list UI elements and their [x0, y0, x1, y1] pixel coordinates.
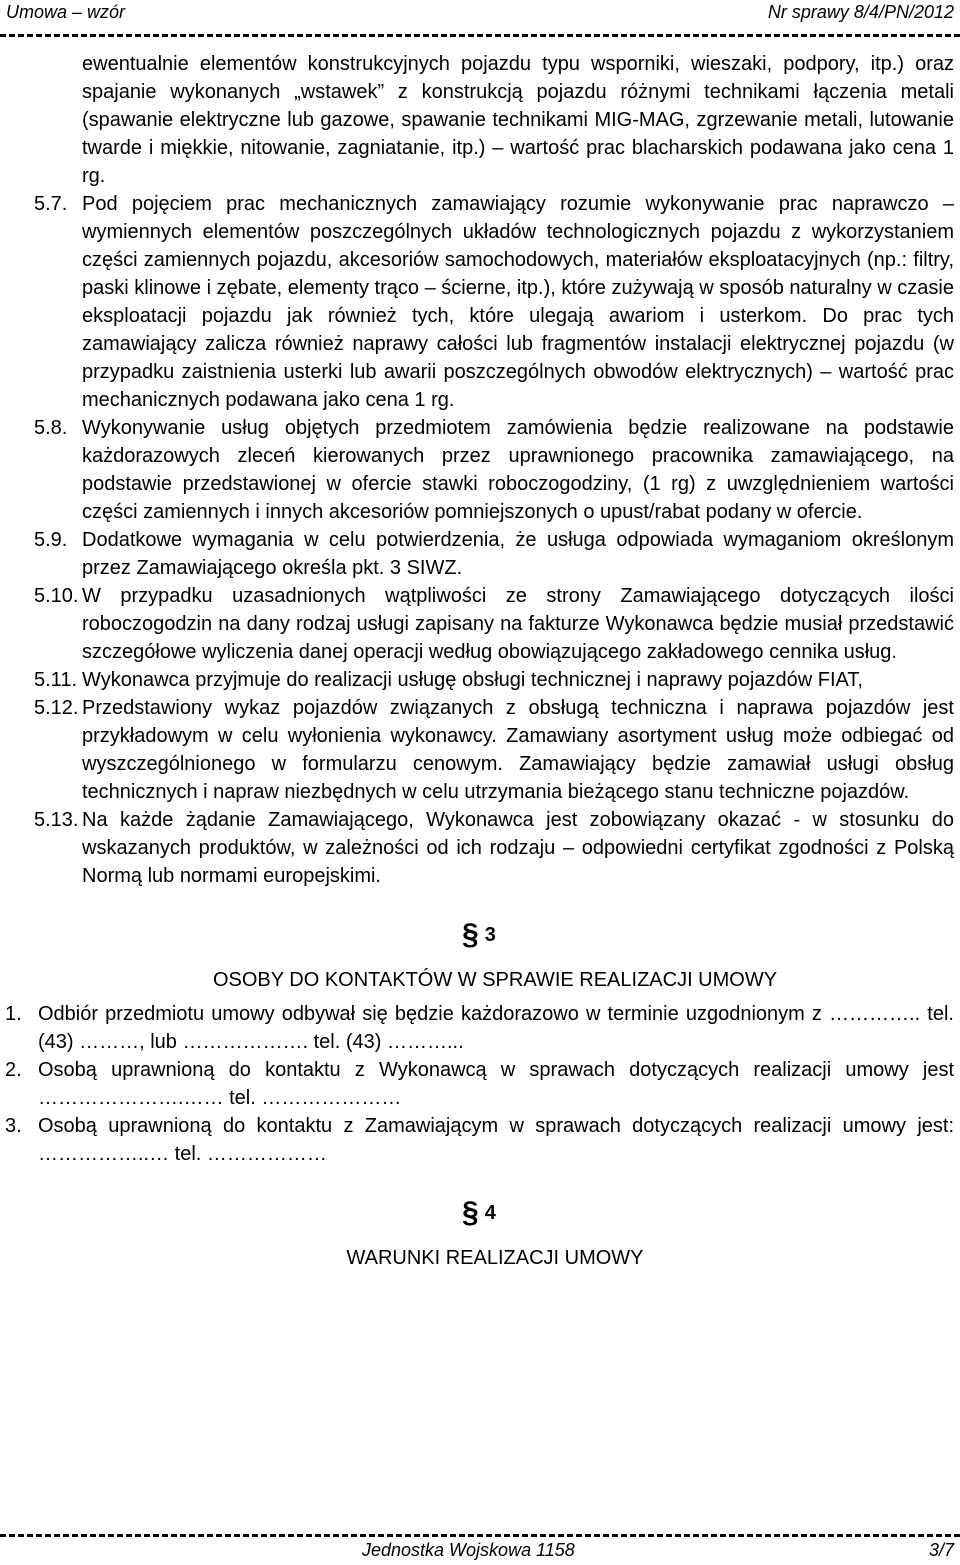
footer-unit-name: Jednostka Wojskowa 1158	[362, 1540, 575, 1560]
footer-page-number: 3/7	[928, 1540, 954, 1560]
contact-item-3	[0, 1112, 960, 1168]
header-divider	[0, 34, 960, 37]
clause-number: 5.12.	[34, 697, 79, 719]
clause-5-11	[0, 666, 960, 694]
clause-text: Wykonywanie usług objętych przedmiotem zamówienia będzie realizowane na podstawie każdorazowych zleceń kierowanych przez uprawnionego pracownika zamawiającego, na podstawie przedstawionej w ofercie stawki roboczogodziny, (1 rg) z uwzględnieniem wartości części zamiennych i innych akcesoriów pomniejszonych o upust/rabat podany w ofercie.	[82, 417, 954, 523]
intro-paragraph: ewentualnie elementów konstrukcyjnych pojazdu typu wsporniki, wieszaki, podpory, itp.) oraz spajanie wykonanych „wstawek” z konstrukcją pojazdu różnymi technikami łączenia metali (spawanie elektryczne lub gazowe, spawanie technikami MIG-MAG, zgrzewanie metali, lutowanie twarde i miękkie, nitowanie, zagniatanie, itp.) – wartość prac blacharskich podawana jako cena 1 rg.	[82, 53, 954, 187]
clause-text: W przypadku uzasadnionych wątpliwości ze strony Zamawiającego dotyczących ilości roboczogodzin na dany rodzaj usługi zapisany na fakturze Wykonawca będzie musiał przedstawić szczegółowe wyliczenia danej operacji według obowiązującego zakładowego cennika usług.	[82, 585, 954, 663]
section-3-title: OSOBY DO KONTAKTÓW W SPRAWIE REALIZACJI UMOWY	[212, 969, 778, 991]
clause-text: Przedstawiony wykaz pojazdów związanych z obsługą techniczna i naprawa pojazdów jest przykładowym w celu wyłonienia wykonawcy. Zamawiany asortyment usług może odbiegać od wyszczególnionego w formularzu cenowym. Zamawiający będzie zamawiał usługi obsług technicznych i napraw niezbędnych w celu utrzymania bieżącego stanu techniczne pojazdów.	[82, 697, 954, 803]
list-number: 1.	[5, 1003, 22, 1025]
header-case-number: Nr sprawy 8/4/PN/2012	[767, 2, 954, 22]
clause-5-8	[0, 414, 960, 526]
clause-5-7	[0, 190, 960, 414]
section-number: 3	[484, 924, 496, 946]
clause-number: 5.7.	[34, 193, 68, 215]
clause-text: Pod pojęciem prac mechanicznych zamawiający rozumie wykonywanie prac naprawczo – wymiennych elementów poszczególnych układów technologicznych pojazdu z wykorzystaniem części zamiennych pojazdu, akcesoriów samochodowych, materiałów eksploatacyjnych (np.: filtry, paski klinowe i zębate, elementy trąco – ścierne, itp.), które zużywają w sposób naturalny w czasie eksploatacji pojazdu jak również tych, które ulegają awariom i usterkom. Do prac tych zamawiający zalicza również naprawy całości lub fragmentów instalacji elektrycznej pojazdu (w przypadku zaistnienia usterki lub awarii poszczególnych obwodów elektrycznych) – wartość prac mechanicznych podawana jako cena 1 rg.	[82, 193, 954, 411]
clause-number: 5.9.	[34, 529, 68, 551]
clause-number: 5.13.	[34, 809, 79, 831]
clause-text: Dodatkowe wymagania w celu potwierdzenia, że usługa odpowiada wymaganiom określonym przez Zamawiającego określa pkt. 3 SIWZ.	[82, 529, 954, 579]
clause-number: 5.8.	[34, 417, 68, 439]
clause-number: 5.11.	[34, 669, 77, 691]
section-4-heading	[0, 1198, 960, 1228]
paragraph-symbol: §	[462, 1196, 479, 1229]
section-3-heading	[0, 920, 960, 950]
clause-number: 5.10.	[34, 585, 79, 607]
list-number: 2.	[5, 1059, 22, 1081]
clause-5-13	[0, 806, 960, 890]
clause-5-12	[0, 694, 960, 806]
header-document-title: Umowa – wzór	[6, 2, 126, 22]
clause-5-10	[0, 582, 960, 666]
contact-item-1	[0, 1000, 960, 1056]
document-body	[0, 50, 960, 1278]
clause-5-9	[0, 526, 960, 582]
paragraph-symbol: §	[462, 918, 479, 951]
list-number: 3.	[5, 1115, 22, 1137]
list-text: Osobą uprawnioną do kontaktu z Zamawiającym w sprawach dotyczących realizacji umowy jest: ……………..… tel. ………………	[38, 1115, 954, 1165]
clause-text: Na każde żądanie Zamawiającego, Wykonawca jest zobowiązany okazać - w stosunku do wskazanych produktów, w zależności od ich rodzaju – odpowiedni certyfikat zgodności z Polską Normą lub normami europejskimi.	[82, 809, 954, 887]
clause-text: Wykonawca przyjmuje do realizacji usługę obsługi technicznej i naprawy pojazdów FIAT,	[82, 669, 863, 691]
footer-divider	[0, 1534, 960, 1537]
section-number: 4	[484, 1202, 496, 1224]
contact-item-2	[0, 1056, 960, 1112]
list-text: Osobą uprawnioną do kontaktu z Wykonawcą w sprawach dotyczących realizacji umowy jest ………………….…… tel. …………………	[38, 1059, 954, 1109]
list-text: Odbiór przedmiotu umowy odbywał się będzie każdorazowo w terminie uzgodnionym z ………….. tel. (43) ………, lub ………………. tel. (43) ………...	[38, 1003, 954, 1053]
section-4-title: WARUNKI REALIZACJI UMOWY	[346, 1247, 644, 1269]
